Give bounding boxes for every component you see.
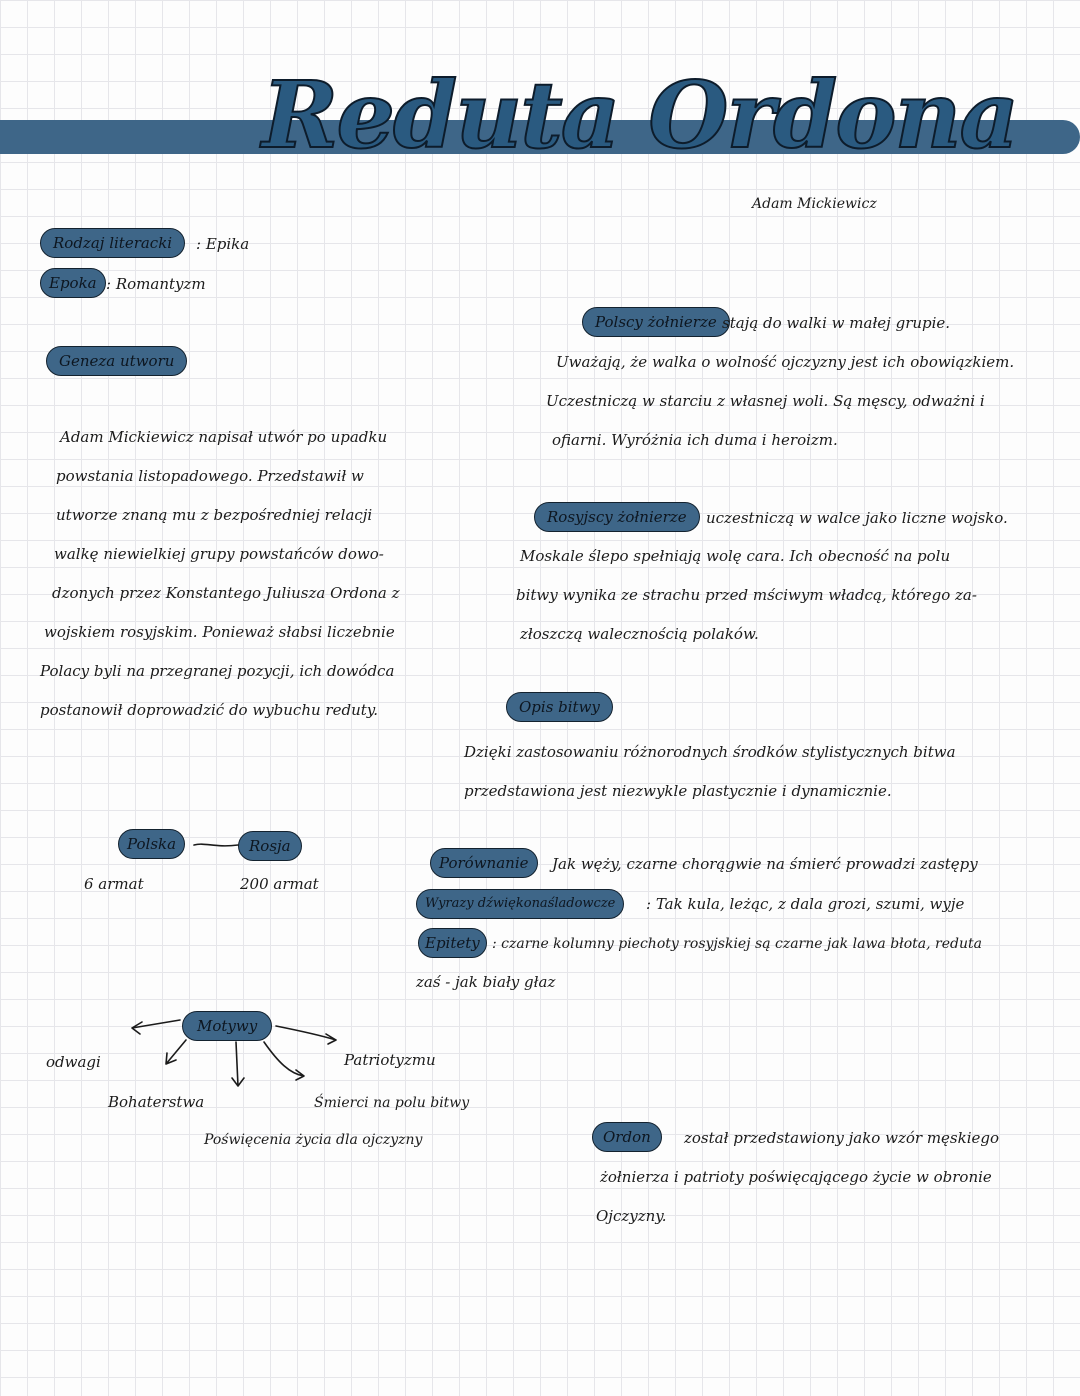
polska-rosja-connector — [194, 844, 238, 846]
ordon-label: Ordon — [592, 1122, 662, 1152]
arrow-to-patriotyzmu — [276, 1026, 336, 1044]
ordon-line: Ojczyzny. — [596, 1207, 667, 1225]
geneza-line: wojskiem rosyjskim. Ponieważ słabsi liczebnie — [44, 623, 395, 641]
polska-count: 6 armat — [84, 875, 144, 893]
geneza-text — [40, 418, 399, 730]
motyw-item: Poświęcenia życia dla ojczyzny — [204, 1132, 423, 1148]
motyw-item: Bohaterstwa — [108, 1093, 205, 1111]
geneza-line: Adam Mickiewicz napisał utwór po upadku — [60, 428, 388, 446]
rosyjscy-line: uczestniczą w walce jako liczne wojsko. — [706, 509, 1008, 527]
rosyjscy-line: bitwy wynika ze strachu przed mściwym władcą, którego za- — [516, 586, 977, 604]
geneza-line: powstania listopadowego. Przedstawił w — [56, 467, 364, 485]
polscy-line: Uczestniczą w starciu z własnej woli. Są męscy, odważni i — [546, 392, 985, 410]
motywy-label: Motywy — [182, 1011, 272, 1041]
geneza-line: postanowił doprowadzić do wybuchu reduty. — [40, 701, 379, 719]
arrow-to-odwagi — [132, 1020, 180, 1034]
rosja-count: 200 armat — [240, 875, 319, 893]
porownanie-label: Porównanie — [430, 848, 538, 878]
wyrazy-label: Wyrazy dźwiękonaśladowcze — [416, 889, 624, 919]
rosja-label: Rosja — [238, 831, 302, 861]
epoka-label: Epoka — [40, 268, 106, 298]
motyw-item: Śmierci na polu bitwy — [314, 1095, 470, 1111]
rodzaj-value: : Epika — [196, 235, 250, 253]
geneza-label: Geneza utworu — [46, 346, 187, 376]
polscy-line: stają do walki w małej grupie. — [722, 314, 951, 332]
epitety-text: : czarne kolumny piechoty rosyjskiej są czarne jak lawa błota, reduta — [492, 936, 982, 952]
ordon-line: został przedstawiony jako wzór męskiego — [684, 1129, 1000, 1147]
arrow-to-poswiecenia — [232, 1042, 244, 1086]
wyrazy-text: : Tak kula, leżąc, z dala grozi, szumi, wyje — [646, 895, 965, 913]
rosyjscy-line: Moskale ślepo spełniają wolę cara. Ich obecność na polu — [520, 547, 951, 565]
motyw-item: Patriotyzmu — [344, 1051, 436, 1069]
arrow-to-smierci — [264, 1042, 304, 1080]
page-title: Reduta Ordona — [262, 61, 1018, 169]
opis-label: Opis bitwy — [506, 692, 613, 722]
porownanie-text: Jak węży, czarne chorągwie na śmierć prowadzi zastępy — [552, 855, 978, 873]
polscy-label: Polscy żołnierze — [582, 307, 730, 337]
rodzaj-label: Rodzaj literacki — [40, 228, 185, 258]
arrow-to-bohaterstwa — [166, 1040, 186, 1064]
motyw-item: odwagi — [46, 1053, 101, 1071]
rosyjscy-line: złoszczą walecznością polaków. — [520, 625, 759, 643]
rosyjscy-label: Rosyjscy żołnierze — [534, 502, 700, 532]
polscy-line: Uważają, że walka o wolność ojczyzny jest ich obowiązkiem. — [556, 353, 1015, 371]
epitety-label: Epitety — [418, 928, 487, 958]
opis-line: Dzięki zastosowaniu różnorodnych środków stylistycznych bitwa — [464, 743, 956, 761]
epoka-value: : Romantyzm — [106, 275, 206, 293]
polska-label: Polska — [118, 829, 185, 859]
geneza-line: utworze znaną mu z bezpośredniej relacji — [56, 506, 373, 524]
geneza-line: walkę niewielkiej grupy powstańców dowo- — [54, 545, 384, 563]
epitety-text-2: zaś - jak biały głaz — [416, 973, 556, 991]
author: Adam Mickiewicz — [752, 196, 877, 212]
ordon-line: żołnierza i patrioty poświęcającego życie w obronie — [600, 1168, 992, 1186]
polscy-line: ofiarni. Wyróżnia ich duma i heroizm. — [552, 431, 838, 449]
geneza-line: dzonych przez Konstantego Juliusza Ordona z — [52, 584, 400, 602]
opis-line: przedstawiona jest niezwykle plastycznie i dynamicznie. — [464, 782, 892, 800]
geneza-line: Polacy byli na przegranej pozycji, ich dowódca — [40, 662, 395, 680]
